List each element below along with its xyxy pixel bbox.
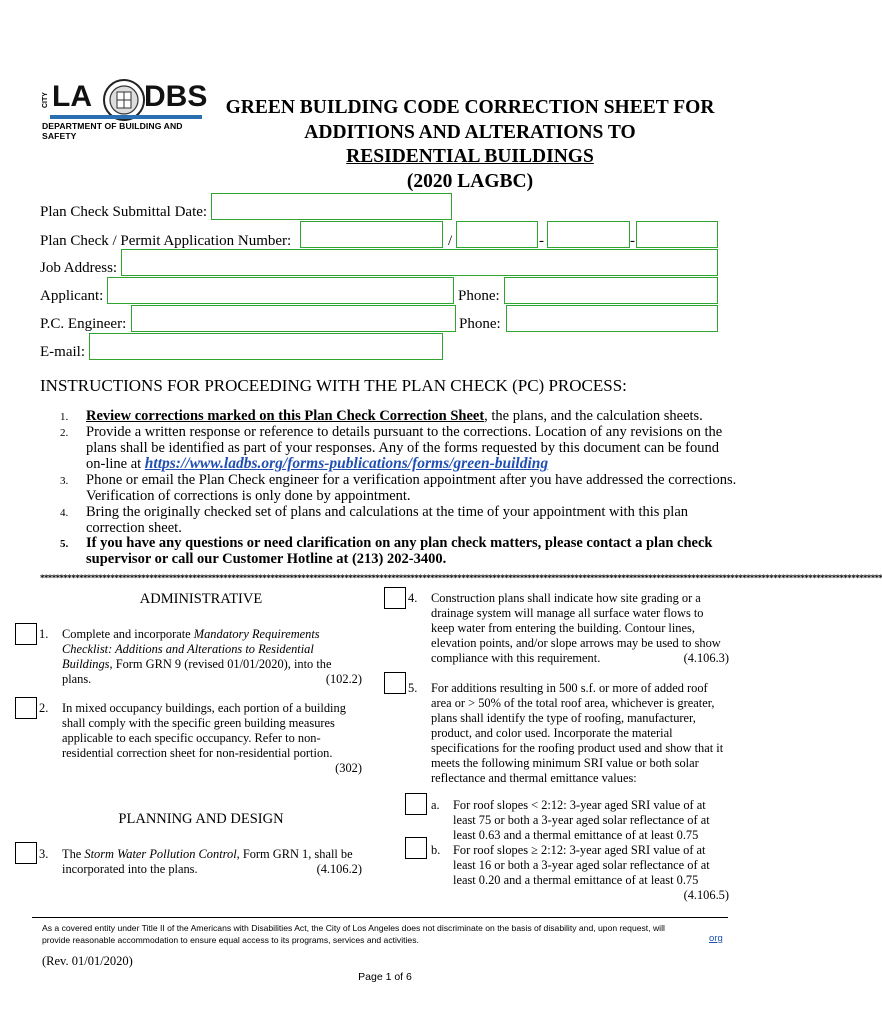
instructions-heading: INSTRUCTIONS FOR PROCEEDING WITH THE PLAN CHECK (PC) PROCESS:	[40, 376, 627, 395]
logo-dbs-text: DBS	[144, 80, 208, 113]
job-address-label: Job Address:	[40, 260, 118, 276]
applicant-phone-label: Phone:	[458, 288, 500, 304]
item-5b-ref: (4.106.5)	[683, 888, 729, 902]
permit-number-field-2[interactable]	[456, 221, 538, 248]
item-5-number: 5.	[408, 681, 418, 695]
title-line-1: GREEN BUILDING CODE CORRECTION SHEET FOR	[225, 97, 715, 118]
submittal-date-field[interactable]	[211, 193, 452, 220]
item-2-checkbox[interactable]	[15, 697, 37, 719]
permit-number-input-4[interactable]	[637, 222, 717, 247]
permit-number-label: Plan Check / Permit Application Number:	[40, 233, 292, 249]
applicant-label: Applicant:	[40, 288, 104, 304]
item-1-checkbox[interactable]	[15, 623, 37, 645]
logo-bar	[50, 115, 202, 119]
separator-line: ************************************************************************************************************************************************************************************************************************	[40, 573, 882, 583]
item-1-text: Complete and incorporate Mandatory Requirements Checklist: Additions and Alterations to Residential Buildings, Form GRN 9 (revised 01/01/2020), into the plans. (102.2)	[62, 627, 362, 686]
revision-date: (Rev. 01/01/2020)	[42, 954, 133, 968]
org-link[interactable]: org	[709, 933, 723, 944]
engineer-phone-label: Phone:	[459, 316, 501, 332]
item-4-checkbox[interactable]	[384, 587, 406, 609]
item-3-number: 3.	[39, 847, 49, 861]
applicant-field[interactable]	[107, 277, 454, 304]
item-5a-number: a.	[431, 798, 440, 812]
email-input[interactable]	[90, 334, 442, 359]
item-5a-text: For roof slopes < 2:12: 3-year aged SRI value of at least 75 or both a 3-year aged solar reflectance of at least 0.63 and a thermal emittance of at least 0.75	[453, 798, 710, 842]
ada-statement: As a covered entity under Title II of the Americans with Disabilities Act, the City of Los Angeles does not discriminate on the basis of disability and, upon request, will provide reasonable accommodation to ensure equal access to its programs, services and activities.	[42, 923, 665, 945]
permit-number-input-2[interactable]	[457, 222, 537, 247]
job-address-input[interactable]	[122, 250, 717, 275]
applicant-input[interactable]	[108, 278, 453, 303]
job-address-field[interactable]	[121, 249, 718, 276]
title-line-3: RESIDENTIAL BUILDINGS	[346, 146, 594, 167]
item-4-ref: (4.106.3)	[683, 651, 729, 665]
applicant-phone-field[interactable]	[504, 277, 718, 304]
email-label: E-mail:	[40, 344, 85, 360]
item-3-text: The Storm Water Pollution Control, Form GRN 1, shall be incorporated into the plans. (4.106.2)	[62, 847, 362, 876]
engineer-field[interactable]	[131, 305, 456, 332]
green-building-link[interactable]: https://www.ladbs.org/forms-publications/forms/green-building	[144, 455, 549, 473]
item-2-text: In mixed occupancy buildings, each portion of a building shall comply with the specific green building measures applicable to each specific occupancy. Refer to non-residential correction sheet for non-residential portion. (302)	[62, 701, 362, 775]
permit-number-input-3[interactable]	[548, 222, 629, 247]
logo-la-text: LA	[52, 80, 92, 113]
footer-rule	[32, 917, 728, 918]
submittal-date-label: Plan Check Submittal Date:	[40, 204, 208, 220]
engineer-phone-input[interactable]	[507, 306, 717, 331]
permit-number-field-3[interactable]	[547, 221, 630, 248]
permit-dash-2: -	[630, 233, 635, 249]
submittal-date-input[interactable]	[212, 194, 451, 219]
engineer-phone-field[interactable]	[506, 305, 718, 332]
instruction-item-2: 2. Provide a written response or reference to details pursuant to the corrections. Location of any revisions on the plans shall be identified as part of your responses. Any of the forms requested by this document can be found on-line at https://www.ladbs.org/forms-publications/forms/green-building	[60, 423, 723, 473]
item-3-checkbox[interactable]	[15, 842, 37, 864]
page-number: Page 1 of 6	[358, 971, 412, 983]
item-5b-text: For roof slopes ≥ 2:12: 3-year aged SRI value of at least 16 or both a 3-year aged solar reflectance of at least 0.20 and a thermal emittance of at least 0.75 (4.106.5)	[453, 843, 729, 902]
instruction-item-5: 5. If you have any questions or need clarification on any plan check matters, please contact a plan check supervisor or call our Customer Hotline at (213) 202-3400.	[60, 535, 713, 568]
item-1-number: 1.	[39, 627, 49, 641]
instruction-item-1: 1. Review corrections marked on this Plan Check Correction Sheet, the plans, and the calculation sheets.	[60, 408, 703, 424]
planning-heading: PLANNING AND DESIGN	[118, 811, 284, 827]
item-5b-checkbox[interactable]	[405, 837, 427, 859]
instruction-1-bold: Review corrections marked on this Plan Check Correction Sheet	[86, 408, 485, 424]
title-line-2: ADDITIONS AND ALTERATIONS TO	[304, 122, 636, 143]
instruction-item-3: 3. Phone or email the Plan Check engineer for a verification appointment after you have addressed the corrections. Verification of corrections is only done by appointment.	[60, 472, 737, 504]
item-5a-checkbox[interactable]	[405, 793, 427, 815]
item-4-number: 4.	[408, 591, 418, 605]
item-1-ref: (102.2)	[325, 672, 362, 686]
engineer-label: P.C. Engineer:	[40, 316, 127, 332]
item-5-text: For additions resulting in 500 s.f. or more of added roof area or > 50% of the total roof area, whichever is greater, plans shall identify the type of roofing, manufacturer, product, and color used. Incorporate the material specifications for the roofing product used and show that it meets the following minimum SRI value or both solar reflectance and thermal emittance values:	[431, 681, 724, 785]
item-2-number: 2.	[39, 701, 49, 715]
item-4-text: Construction plans shall indicate how site grading or a drainage system will manage all surface water flows to keep water from entering the building. Contour lines, elevation points, and/or slope arrows may be used to show compliance with this requirement. (4.106.3)	[431, 591, 729, 665]
instruction-item-4: 4. Bring the originally checked set of plans and calculations at the time of your appointment with this plan correction sheet.	[60, 503, 689, 536]
logo-subtitle: DEPARTMENT OF BUILDING AND SAFETY	[42, 121, 183, 141]
item-3-ref: (4.106.2)	[316, 862, 362, 876]
permit-number-input-1[interactable]	[301, 222, 442, 247]
item-5-checkbox[interactable]	[384, 672, 406, 694]
permit-slash: /	[448, 233, 453, 249]
permit-number-field-1[interactable]	[300, 221, 443, 248]
item-2-ref: (302)	[335, 761, 362, 775]
administrative-heading: ADMINISTRATIVE	[139, 591, 263, 607]
permit-dash-1: -	[539, 233, 544, 249]
applicant-phone-input[interactable]	[505, 278, 717, 303]
email-field[interactable]	[89, 333, 443, 360]
permit-number-field-4[interactable]	[636, 221, 718, 248]
title-line-4: (2020 LAGBC)	[406, 171, 534, 192]
logo-city-text: CITY	[42, 92, 49, 108]
instructions-list	[40, 409, 740, 568]
engineer-input[interactable]	[132, 306, 455, 331]
ladbs-logo	[40, 78, 208, 141]
item-5b-number: b.	[431, 843, 441, 857]
